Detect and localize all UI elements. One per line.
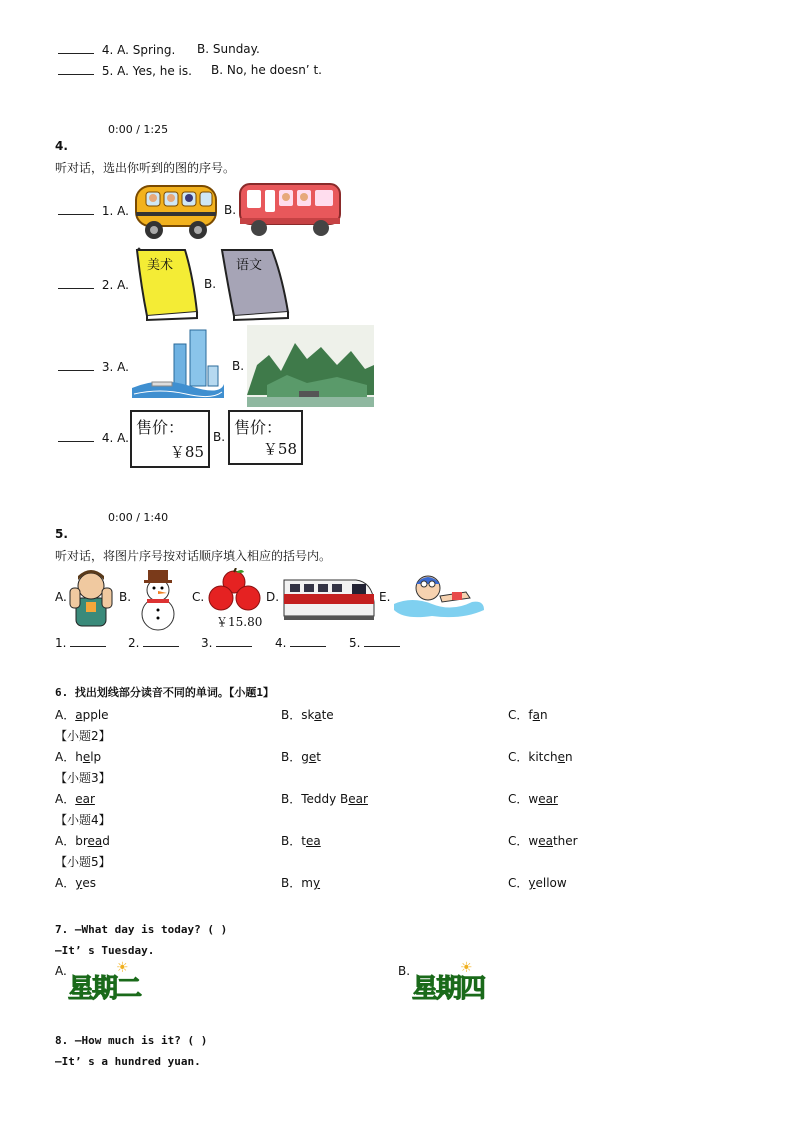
option-c[interactable] xyxy=(508,790,558,807)
tuesday-image xyxy=(66,960,142,1002)
option-prefix: B． xyxy=(281,750,302,764)
word-part: t xyxy=(316,750,321,764)
answer-slot-5 xyxy=(349,635,400,650)
option-a-label: 3. A. xyxy=(101,360,129,374)
word-part: pple xyxy=(82,708,109,722)
word-part: f xyxy=(528,708,533,722)
sub-question-label: 【小题3】 xyxy=(55,771,111,785)
option-prefix: B． xyxy=(281,834,302,848)
option-b-label: B. xyxy=(232,359,245,373)
option-prefix: C． xyxy=(508,750,529,764)
option-b-label: B. xyxy=(224,203,237,217)
option-a-label: 1. A. xyxy=(101,204,129,218)
option-prefix: C． xyxy=(508,834,529,848)
option-a-label: 4. A. xyxy=(101,431,129,445)
option-prefix: A． xyxy=(55,834,76,848)
price-tag-a xyxy=(130,410,210,468)
mountain-landscape-image xyxy=(247,325,374,410)
option-a-label: 2. A. xyxy=(101,278,129,292)
word-part: sk xyxy=(301,708,315,722)
underlined-part: a xyxy=(75,708,83,722)
picture-label-d: D. xyxy=(266,590,280,604)
picture-label-a: A. xyxy=(55,590,67,604)
option-c[interactable] xyxy=(508,748,573,765)
word-part: ellow xyxy=(535,876,567,890)
audio-time[interactable]: 0:00 / 1:40 xyxy=(108,511,169,524)
question-text: 8. —How much is it? ( ) xyxy=(55,1034,208,1047)
option-prefix: A． xyxy=(55,750,76,764)
q4-item-1 xyxy=(58,203,129,218)
question-number: 4. xyxy=(55,139,68,153)
underlined-part: ear xyxy=(75,792,95,806)
answer-blank[interactable] xyxy=(290,635,326,647)
swimming-boy-image xyxy=(392,570,486,625)
option-c[interactable] xyxy=(508,874,567,891)
underlined-part: a xyxy=(532,708,540,722)
picture-label-e: E. xyxy=(379,590,391,604)
option-a[interactable] xyxy=(55,874,96,891)
sun-icon: ☀ xyxy=(460,960,473,976)
option-prefix: B． xyxy=(281,708,302,722)
answer-blank[interactable] xyxy=(216,635,252,647)
word-part: w xyxy=(528,792,539,806)
question-instruction: 听对话，选出你听到的图的序号。 xyxy=(55,161,236,175)
word-part: h xyxy=(75,750,83,764)
answer-slot-1 xyxy=(55,635,106,650)
sub-question-label: 【小题4】 xyxy=(55,813,111,827)
q4-item-4 xyxy=(58,430,129,445)
option-b-label: B. xyxy=(204,277,217,291)
picture-label-c: C. xyxy=(192,590,205,604)
underlined-part: e xyxy=(82,750,91,764)
price-tag-b xyxy=(228,410,303,465)
sub-question-label: 【小题5】 xyxy=(55,855,111,869)
slot-number: 2. xyxy=(128,636,140,650)
option-a-label: A. xyxy=(55,964,67,978)
answer-blank[interactable] xyxy=(58,42,94,54)
option-c[interactable] xyxy=(508,706,548,723)
underlined-part: y xyxy=(528,876,536,890)
underlined-part: ear xyxy=(348,792,368,806)
word-part: n xyxy=(539,708,548,722)
option-a[interactable] xyxy=(55,790,95,807)
option-prefix: B． xyxy=(281,876,302,890)
option-b[interactable] xyxy=(281,706,334,723)
word-part: te xyxy=(321,708,334,722)
cold-boy-image xyxy=(66,566,116,633)
answer-blank[interactable] xyxy=(70,635,106,647)
word-part: kitch xyxy=(528,750,558,764)
answer-blank[interactable] xyxy=(58,359,94,371)
option-b[interactable] xyxy=(281,790,368,807)
option-a[interactable] xyxy=(55,706,109,723)
slot-number: 4. xyxy=(275,636,287,650)
option-prefix: A． xyxy=(55,792,76,806)
snowman-image xyxy=(133,566,183,635)
answer-text: —It’ s Tuesday. xyxy=(55,944,155,957)
word-part: m xyxy=(301,876,313,890)
answer-blank[interactable] xyxy=(58,63,94,75)
sun-icon: ☀ xyxy=(116,960,129,976)
underlined-part: e xyxy=(308,750,317,764)
word-part: br xyxy=(75,834,88,848)
apple-price: ￥15.80 xyxy=(216,615,263,629)
option-prefix: A． xyxy=(55,876,76,890)
word-part: g xyxy=(301,750,309,764)
word-part: w xyxy=(528,834,539,848)
question-text: 7. —What day is today? ( ) xyxy=(55,923,228,936)
city-buildings-image xyxy=(130,326,226,407)
price-title: 售价： xyxy=(234,418,283,437)
word-part: n xyxy=(564,750,573,764)
word-part: ther xyxy=(552,834,578,848)
answer-blank[interactable] xyxy=(58,277,94,289)
option-c[interactable] xyxy=(508,832,578,849)
q3-item-5 xyxy=(58,63,192,78)
school-bus-image xyxy=(130,178,222,247)
answer-blank[interactable] xyxy=(364,635,400,647)
book-title: 美术 xyxy=(147,258,174,273)
apples-image xyxy=(206,568,264,615)
weekday-text: 星期二 xyxy=(68,974,141,1004)
option-b[interactable] xyxy=(281,832,321,849)
option-prefix: A． xyxy=(55,708,76,722)
underlined-part: ea xyxy=(87,834,103,848)
option-prefix: C． xyxy=(508,792,529,806)
option-a[interactable] xyxy=(55,832,110,849)
option-b[interactable] xyxy=(281,874,320,891)
answer-slot-3 xyxy=(201,635,252,650)
word-part: es xyxy=(82,876,96,890)
slot-number: 5. xyxy=(349,636,361,650)
q4-item-2 xyxy=(58,277,129,292)
answer-text: —It’ s a hundred yuan. xyxy=(55,1055,201,1068)
question-instruction: 听对话，将图片序号按对话顺序填入相应的括号内。 xyxy=(55,549,332,563)
option-a: 4. A. Spring. xyxy=(101,43,176,57)
price-value: ￥58 xyxy=(262,440,297,458)
question-number: 5. xyxy=(55,527,68,541)
word-part: t xyxy=(301,834,306,848)
option-b: B. No, he doesn’ t. xyxy=(211,63,322,77)
word-part: Teddy B xyxy=(301,792,349,806)
price-value: ￥85 xyxy=(169,443,204,461)
option-b-label: B. xyxy=(398,964,411,978)
option-b-label: B. xyxy=(213,430,226,444)
option-prefix: B． xyxy=(281,792,302,806)
sub-question-label: 【小题2】 xyxy=(55,729,111,743)
picture-label-b: B. xyxy=(119,590,132,604)
word-part: d xyxy=(102,834,110,848)
underlined-part: ea xyxy=(305,834,321,848)
option-prefix: C． xyxy=(508,708,529,722)
red-bus-image xyxy=(237,180,343,243)
answer-blank[interactable] xyxy=(58,203,94,215)
answer-blank[interactable] xyxy=(58,430,94,442)
option-prefix: C． xyxy=(508,876,529,890)
word-part: lp xyxy=(90,750,102,764)
answer-blank[interactable] xyxy=(143,635,179,647)
slot-number: 3. xyxy=(201,636,213,650)
answer-slot-2 xyxy=(128,635,179,650)
option-b: B. Sunday. xyxy=(197,42,260,56)
art-book-image xyxy=(131,246,201,322)
underlined-part: ear xyxy=(538,792,558,806)
thursday-image xyxy=(410,960,486,1002)
underlined-part: y xyxy=(312,876,321,890)
audio-time[interactable]: 0:00 / 1:25 xyxy=(108,123,169,136)
option-b[interactable] xyxy=(281,748,321,765)
price-title: 售价： xyxy=(136,418,185,437)
question-title: 6. 找出划线部分读音不同的单词。【小题1】 xyxy=(55,686,274,699)
slot-number: 1. xyxy=(55,636,67,650)
weekday-text: 星期四 xyxy=(412,974,485,1004)
underlined-part: a xyxy=(314,708,322,722)
q3-item-4 xyxy=(58,42,175,57)
book-title: 语文 xyxy=(236,258,263,273)
underlined-part: y xyxy=(75,876,83,890)
option-a: 5. A. Yes, he is. xyxy=(101,64,192,78)
train-image xyxy=(282,572,376,627)
underlined-part: ea xyxy=(538,834,553,848)
q4-item-3 xyxy=(58,359,129,374)
option-a[interactable] xyxy=(55,748,101,765)
underlined-part: e xyxy=(557,750,565,764)
chinese-book-image xyxy=(218,246,292,322)
answer-slot-4 xyxy=(275,635,326,650)
